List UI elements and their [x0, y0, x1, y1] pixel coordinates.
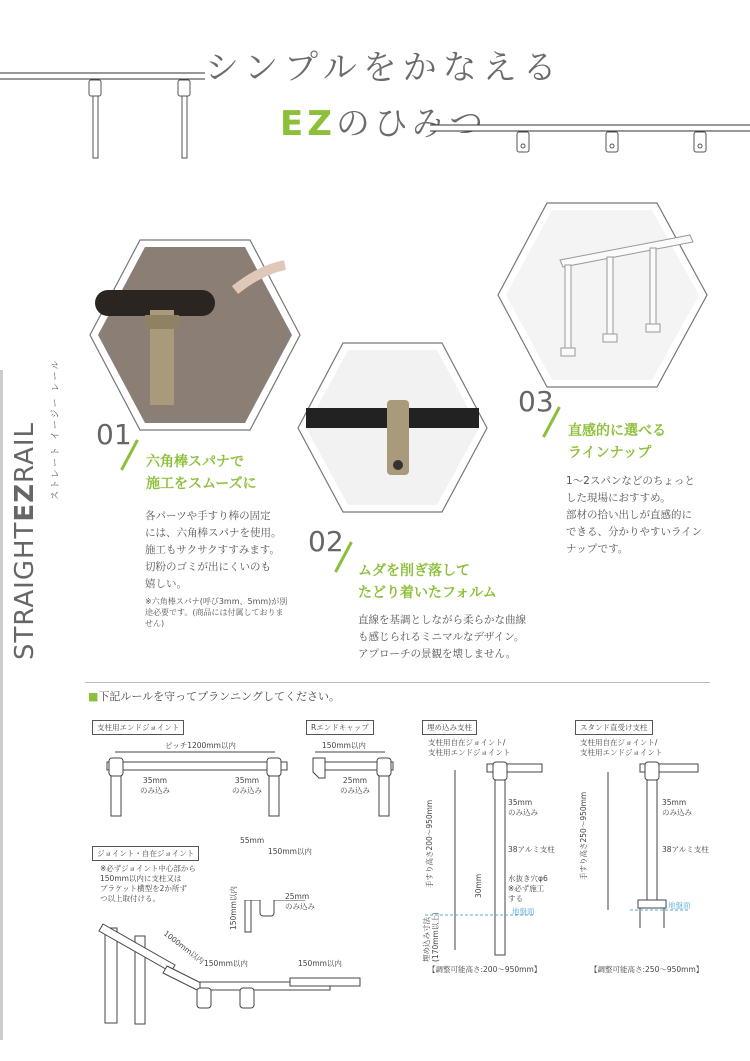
diagram5-note: ※必ずジョイント中心部から 150mm以内に支柱又は ブラケット横型を2か所ず つ以上取付ける。	[100, 864, 196, 903]
feature-01-number: 01	[96, 418, 132, 451]
feature-02-title: ムダを削ぎ落して たどり着いたフォルム	[358, 563, 497, 601]
diagram5-d150b: 150mm以内	[204, 959, 248, 968]
feature-02-body: 直線を基調としながら柔らかな曲線 も感じられるミニマルなデザイン。 アプローチの景観を壊しません。	[358, 614, 526, 660]
diagram3-drawing	[425, 760, 545, 960]
rules-title: ■下記ルールを守ってプランニングしてください。	[88, 690, 340, 703]
diagram5-label: ジョイント・自在ジョイント	[92, 846, 199, 861]
diagram3-top: 支柱用自在ジョイント/ 支柱用エンドジョイント	[428, 738, 511, 757]
hex-photo-01	[85, 235, 305, 435]
hex-photo-02	[295, 340, 490, 515]
feature-03-body: 1〜2スパンなどのちょっと した現場におすすめ。 部材の拾い出しが直感的に できる、分かりやすいライン ナップです。	[566, 475, 703, 555]
diagram5-d150: 150mm以内	[268, 847, 312, 856]
diagram5-d150c: 150mm以内	[298, 959, 342, 968]
brand-divider	[0, 370, 3, 1040]
feature-01-note: ※六角棒スパナ(呼び3mm、5mm)が別 途必要です。(商品には付属しておりま せん)	[145, 597, 288, 628]
diagram5-d150v: 150mm以内	[229, 886, 238, 930]
feature-03-title: 直感的に選べる ラインナップ	[568, 423, 666, 461]
diagram3-d30: 30mm	[474, 873, 483, 898]
diagram3-range: 【調整可能高さ:200〜950mm】	[428, 965, 542, 974]
diagram4-ground: 地盤面	[668, 901, 691, 910]
diagram3-height: 手すり高さ200〜950mm	[425, 799, 434, 888]
diagram4-label: スタンド直受け支柱	[575, 720, 653, 735]
header-title-line1: シンプルをかなえる	[205, 48, 563, 88]
diagram5-d1000: 1000mm以内	[161, 928, 206, 966]
brand-logo: STRAIGHTEZRAIL	[10, 421, 40, 660]
diagram1-label: 支柱用エンドジョイント	[92, 720, 184, 735]
header-rest: のひみつ	[335, 104, 488, 144]
diagram3-ground: 地盤面	[512, 907, 535, 916]
brand-kana: ストレート イージー レール	[51, 358, 61, 500]
hex-photo-03	[495, 200, 710, 390]
diagram3-a3: 水抜き穴φ6 ※必ず施工 する	[508, 874, 548, 903]
feature-03-number: 03	[518, 385, 554, 418]
diagram3-label: 埋め込み支柱	[422, 720, 477, 735]
diagram1-l2: 35mm のみ込み	[232, 776, 262, 795]
rules-divider	[85, 682, 710, 683]
diagram3-depth: 埋め込み寸法 (170mm以上)	[422, 912, 440, 962]
diagram2-l1: 25mm のみ込み	[340, 776, 370, 795]
feature-02-number: 02	[308, 525, 344, 558]
diagram1-drawing	[95, 748, 295, 818]
diagram2-len: 150mm以内	[322, 741, 366, 750]
diagram3-a2: 38アルミ支柱	[508, 845, 555, 854]
diagram5-d55: 55mm	[240, 836, 265, 845]
header-rail-illustration	[0, 60, 750, 170]
diagram3-a1: 35mm のみ込み	[508, 798, 538, 817]
diagram4-height: 手すり高さ250〜950mm	[579, 791, 588, 880]
diagram4-a1: 35mm のみ込み	[662, 798, 692, 817]
header-ez: EZ	[280, 104, 336, 144]
diagram4-range: 【調整可能高さ:250〜950mm】	[590, 965, 704, 974]
diagram5-drawing	[95, 900, 405, 1030]
feature-01-body: 各パーツや手すり棒の固定 には、六角棒スパナを使用。 施工もサクサクすすみます。 切粉のゴミが出にくいのも 嬉しい。	[145, 510, 282, 590]
feature-01-title: 六角棒スパナで 施工をスムーズに	[146, 454, 257, 492]
diagram2-label: Rエンドキャップ	[306, 720, 374, 735]
diagram1-l1: 35mm のみ込み	[140, 776, 170, 795]
diagram4-a2: 38アルミ支柱	[662, 845, 709, 854]
diagram4-top: 支柱用自在ジョイント/ 支柱用エンドジョイント	[580, 738, 663, 757]
diagram5-d25: 25mm のみ込み	[285, 892, 315, 911]
diagram1-pitch: ピッチ1200mm以内	[165, 741, 236, 750]
